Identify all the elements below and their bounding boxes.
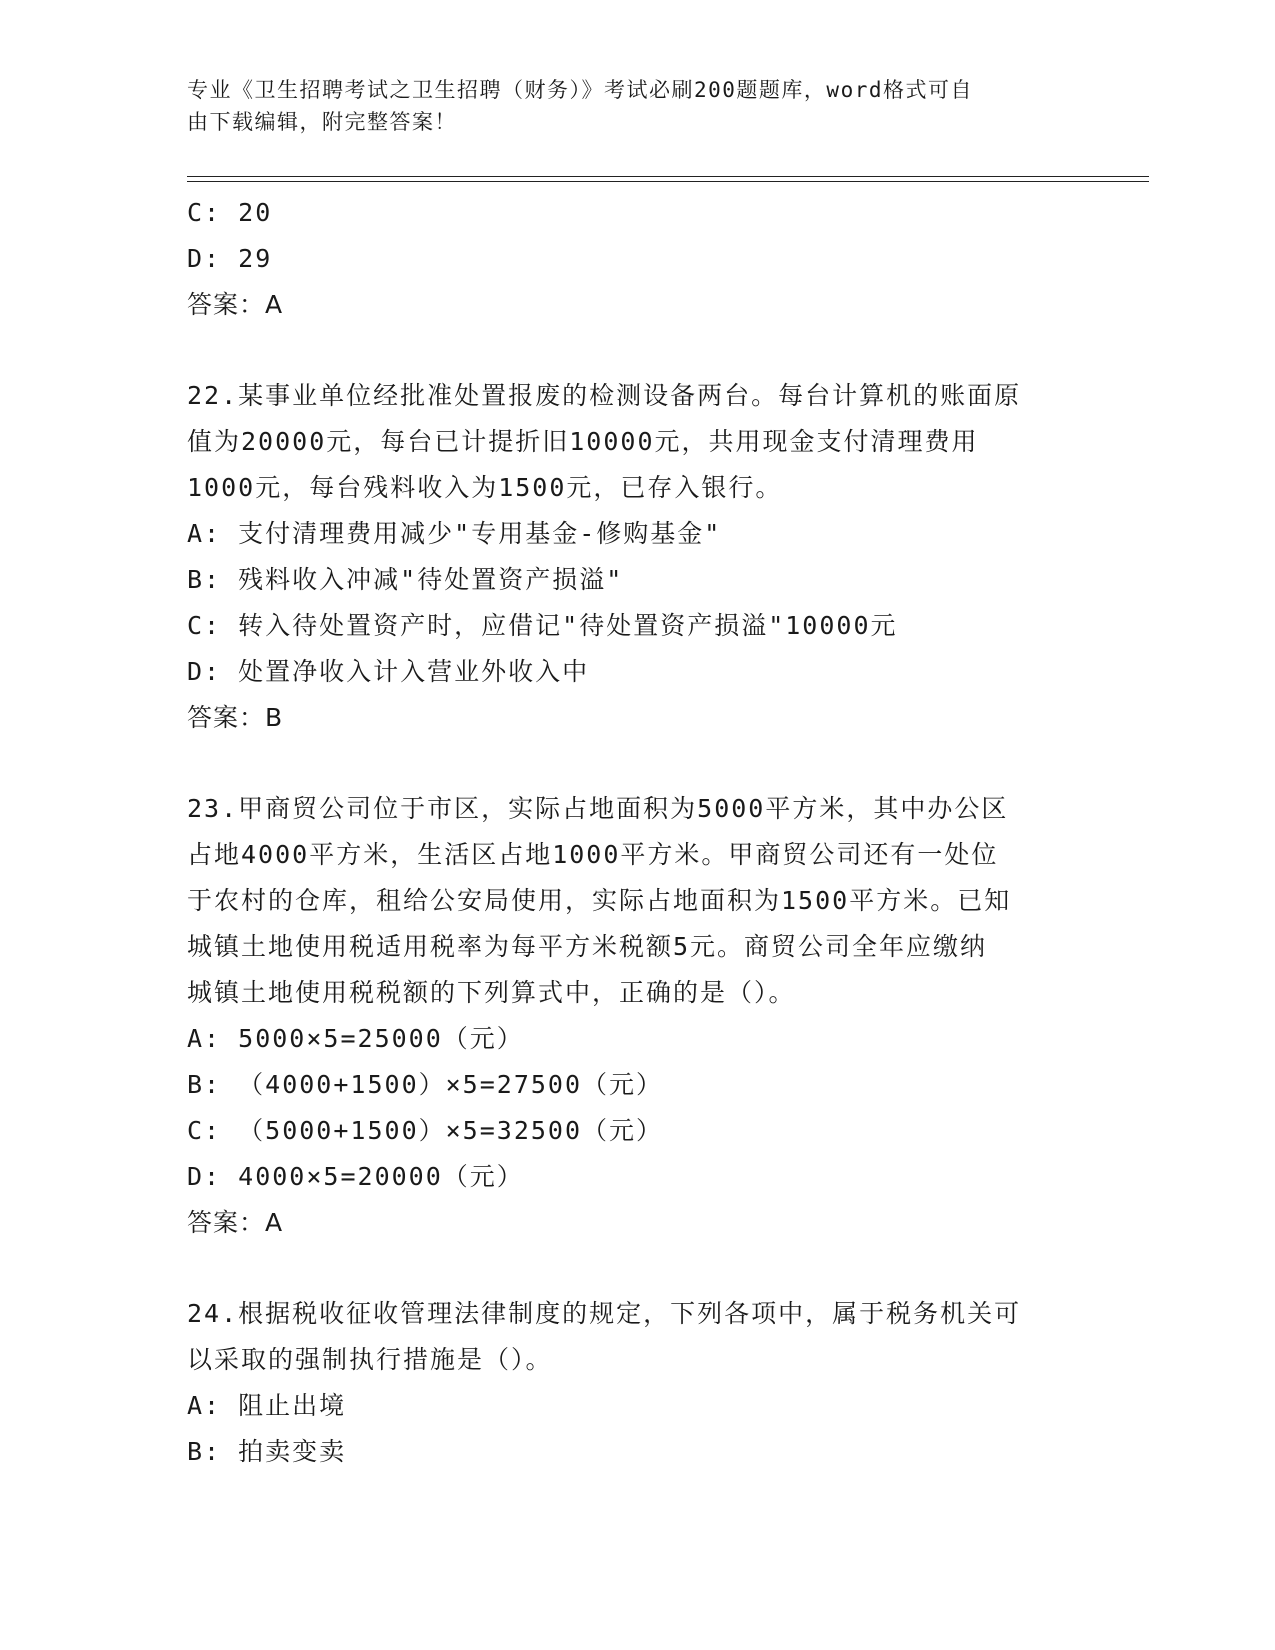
option-a: A: 阻止出境 — [187, 1391, 347, 1420]
question-stem-line: 城镇土地使用税适用税率为每平方米税额5元。商贸公司全年应缴纳 — [187, 932, 988, 961]
question-stem-line: 于农村的仓库，租给公安局使用，实际占地面积为1500平方米。已知 — [187, 886, 1012, 915]
question-stem-line: 占地4000平方米，生活区占地1000平方米。甲商贸公司还有一处位 — [187, 840, 999, 869]
header-divider-top — [187, 176, 1149, 177]
question-stem-line: 以采取的强制执行措施是（）。 — [187, 1345, 553, 1374]
document-body — [187, 190, 1067, 1475]
previous-question — [187, 190, 1067, 328]
option-a: A: 5000×5=25000（元） — [187, 1024, 524, 1053]
answer-line: 答案：A — [187, 290, 284, 319]
answer-line: 答案：A — [187, 1208, 284, 1237]
question-23 — [187, 786, 1067, 1246]
question-stem-line: 城镇土地使用税税额的下列算式中，正确的是（）。 — [187, 978, 796, 1007]
question-stem-line: 值为20000元，每台已计提折旧10000元，共用现金支付清理费用 — [187, 427, 979, 456]
page-header — [187, 74, 1067, 138]
question-stem-line: 1000元，每台残料收入为1500元，已存入银行。 — [187, 473, 783, 502]
option-c: C: （5000+1500）×5=32500（元） — [187, 1116, 664, 1145]
question-stem-line: 24.根据税收征收管理法律制度的规定，下列各项中，属于税务机关可 — [187, 1299, 1022, 1328]
question-24 — [187, 1291, 1067, 1475]
header-line-1: 专业《卫生招聘考试之卫生招聘（财务）》考试必刷200题题库，word格式可自 — [187, 78, 973, 102]
option-a: A: 支付清理费用减少"专用基金-修购基金" — [187, 519, 722, 548]
option-d: D: 29 — [187, 244, 273, 273]
header-divider-bottom — [187, 181, 1149, 182]
option-b: B: 拍卖变卖 — [187, 1437, 347, 1466]
option-d: D: 处置净收入计入营业外收入中 — [187, 657, 590, 686]
question-stem-line: 22.某事业单位经批准处置报废的检测设备两台。每台计算机的账面原 — [187, 381, 1022, 410]
option-c: C: 转入待处置资产时，应借记"待处置资产损溢"10000元 — [187, 611, 898, 640]
option-b: B: （4000+1500）×5=27500（元） — [187, 1070, 664, 1099]
question-22 — [187, 373, 1067, 741]
option-c: C: 20 — [187, 198, 273, 227]
question-stem-line: 23.甲商贸公司位于市区，实际占地面积为5000平方米，其中办公区 — [187, 794, 1009, 823]
header-line-2: 由下载编辑，附完整答案！ — [187, 110, 457, 134]
option-b: B: 残料收入冲减"待处置资产损溢" — [187, 565, 624, 594]
option-d: D: 4000×5=20000（元） — [187, 1162, 524, 1191]
answer-line: 答案：B — [187, 703, 284, 732]
